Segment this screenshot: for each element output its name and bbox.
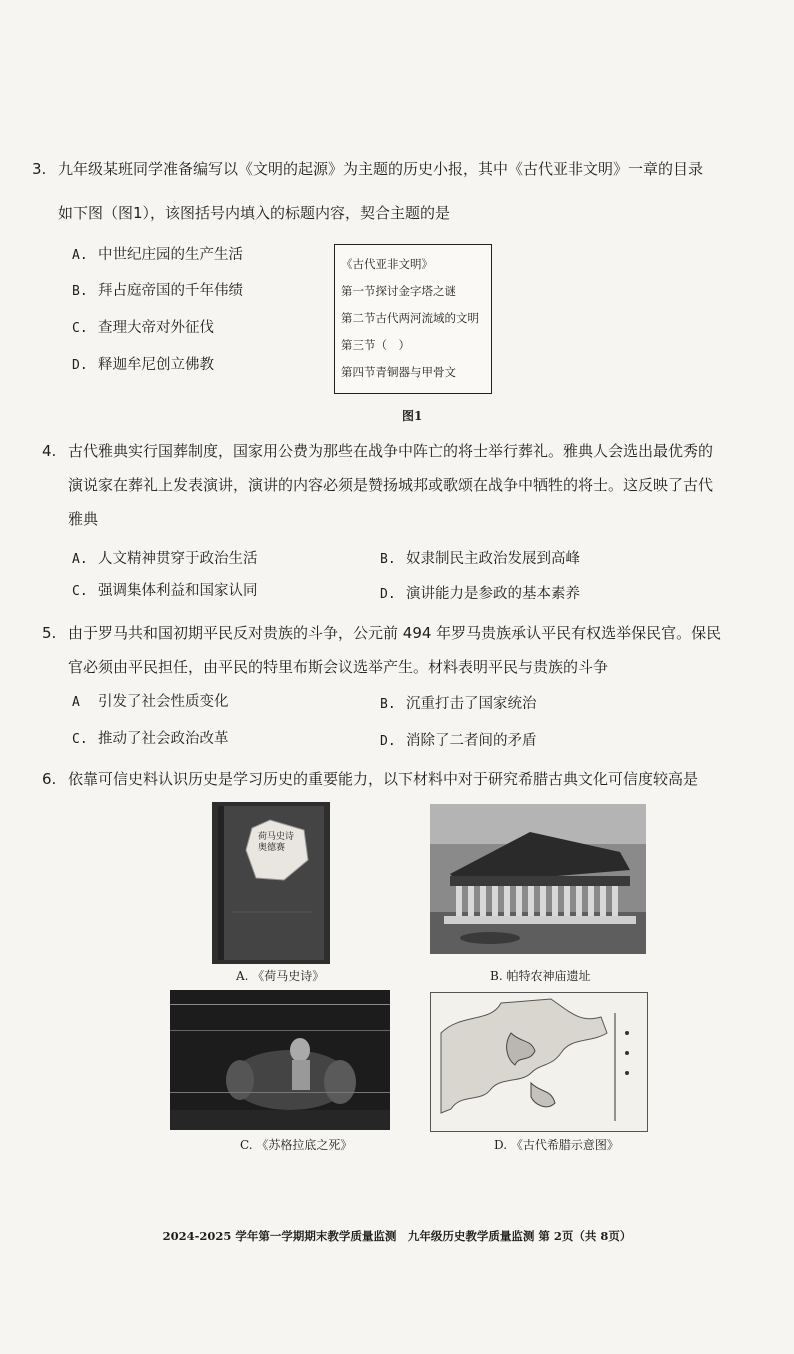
table-of-contents-box: [334, 244, 492, 394]
question-3-number: 3.: [32, 160, 47, 178]
option-text: 查理大帝对外征伐: [98, 320, 214, 336]
parthenon-graphic: [430, 804, 646, 954]
question-4-option-a[interactable]: [72, 548, 258, 571]
option-letter: A: [72, 695, 80, 710]
image-b-caption: B. 帕特农神庙遗址: [490, 969, 591, 983]
image-c-caption: C. 《苏格拉底之死》: [240, 1138, 353, 1152]
option-text: 消除了二者间的矛盾: [406, 733, 537, 749]
image-a-caption: A. 《荷马史诗》: [236, 969, 325, 983]
option-text: 演讲能力是参政的基本素养: [406, 586, 580, 602]
question-4-stem-line1: 古代雅典实行国葬制度，国家用公费为那些在战争中阵亡的将士举行葬礼。雅典人会选出最优秀的: [68, 442, 714, 460]
question-5-stem-line2: 官必须由平民担任，由平民的特里布斯会议选举产生。材料表明平民与贵族的斗争: [68, 658, 609, 676]
option-text: 中世纪庄园的生产生活: [98, 247, 243, 263]
painting-graphic: [170, 990, 390, 1130]
option-text: 沉重打击了国家统治: [406, 696, 537, 712]
question-5-option-d[interactable]: [380, 730, 537, 753]
option-text: 释迦牟尼创立佛教: [98, 357, 214, 373]
question-4-option-b[interactable]: [380, 548, 580, 571]
question-5-option-b[interactable]: [380, 693, 537, 716]
option-letter: C.: [72, 584, 88, 599]
question-3-option-b[interactable]: [72, 280, 243, 303]
option-letter: D.: [380, 734, 396, 749]
option-letter: C.: [72, 732, 88, 747]
option-text: 奴隶制民主政治发展到高峰: [406, 551, 580, 567]
question-3-option-d[interactable]: [72, 354, 214, 377]
option-letter: A.: [72, 552, 88, 567]
question-3-stem-line1: 九年级某班同学准备编写以《文明的起源》为主题的历史小报，其中《古代亚非文明》一章的目录: [58, 160, 704, 178]
question-3-option-a[interactable]: [72, 244, 243, 267]
question-5-stem-line1: 由于罗马共和国初期平民反对贵族的斗争，公元前 494 年罗马贵族承认平民有权选举保民官。保民: [68, 624, 722, 642]
toc-section-2: 第二节古代两河流域的文明: [341, 311, 479, 325]
option-letter: B.: [380, 697, 396, 712]
option-letter: A.: [72, 248, 88, 263]
question-4-stem-line2: 演说家在葬礼上发表演讲，演讲的内容必须是赞扬城邦或歌颂在战争中牺牲的将士。这反映了古代: [68, 476, 714, 494]
map-graphic: [431, 993, 647, 1131]
option-text: 拜占庭帝国的千年伟绩: [98, 283, 243, 299]
option-letter: D.: [72, 358, 88, 373]
option-text: 引发了社会性质变化: [98, 694, 229, 710]
option-text: 强调集体利益和国家认同: [98, 583, 258, 599]
homer-epic-book-image[interactable]: [212, 802, 330, 964]
question-4-number: 4.: [42, 442, 57, 460]
option-letter: C.: [72, 321, 88, 336]
question-4-stem-line3: 雅典: [68, 510, 99, 528]
question-4-option-c[interactable]: [72, 580, 258, 603]
question-3-stem-line2: 如下图（图1），该图括号内填入的标题内容，契合主题的是: [58, 204, 451, 222]
toc-section-3: 第三节（ ）: [341, 338, 410, 352]
image-d-caption: D. 《古代希腊示意图》: [494, 1138, 619, 1152]
question-4-option-d[interactable]: [380, 583, 580, 606]
option-letter: B.: [72, 284, 88, 299]
question-5-option-c[interactable]: [72, 728, 229, 751]
toc-section-4: 第四节青铜器与甲骨文: [341, 365, 456, 379]
option-text: 人文精神贯穿于政治生活: [98, 551, 258, 567]
question-5-number: 5.: [42, 624, 57, 642]
toc-title: 《古代亚非文明》: [341, 257, 433, 271]
ancient-greece-map-image[interactable]: [430, 992, 648, 1132]
toc-section-1: 第一节探讨金字塔之谜: [341, 284, 456, 298]
page-footer: 2024-2025 学年第一学期期末教学质量监测 九年级历史教学质量监测 第 2页（共 8页）: [162, 1229, 632, 1243]
book-cover-graphic: [212, 802, 330, 964]
question-3-option-c[interactable]: [72, 317, 214, 340]
option-letter: D.: [380, 587, 396, 602]
question-6-number: 6.: [42, 770, 57, 788]
figure-1-caption: 图1: [402, 409, 423, 423]
question-6-stem-line1: 依靠可信史料认识历史是学习历史的重要能力，以下材料中对于研究希腊古典文化可信度较高是: [68, 770, 699, 788]
parthenon-ruins-image[interactable]: [430, 804, 646, 954]
book-cover-title: 荷马史诗 奥德赛: [258, 832, 295, 853]
death-of-socrates-painting-image[interactable]: [170, 990, 390, 1130]
option-text: 推动了社会政治改革: [98, 731, 229, 747]
option-letter: B.: [380, 552, 396, 567]
question-5-option-a[interactable]: [72, 691, 229, 714]
